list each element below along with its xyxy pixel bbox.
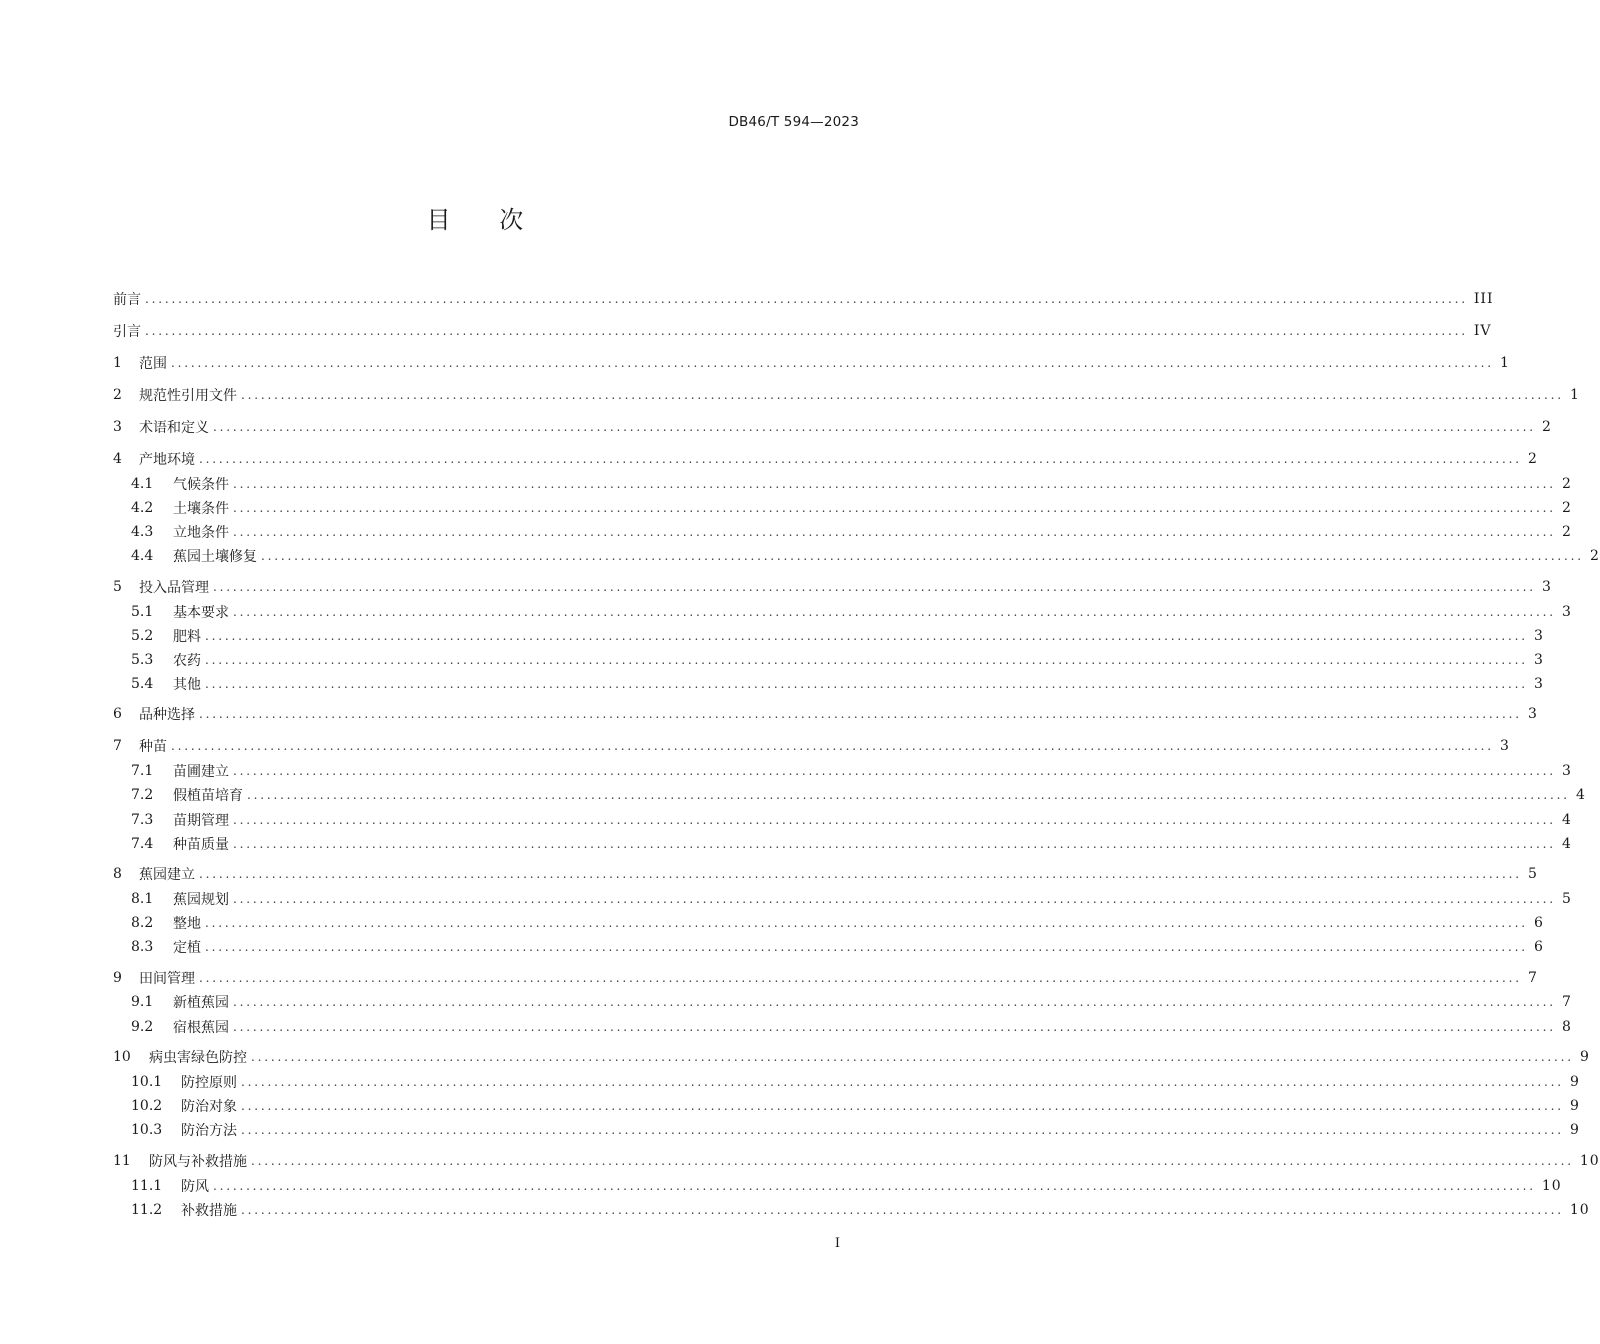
toc-entry-number: 8.1 <box>131 891 154 907</box>
toc-leader-dots: ........................................................................................................................................................................................................ <box>233 1020 1556 1034</box>
toc-leader-dots: ........................................................................................................................................................................................................ <box>205 653 1528 667</box>
toc-leader-dots: ........................................................................................................................................................................................................ <box>233 892 1556 906</box>
toc-entry-page: 10 <box>1569 1202 1590 1218</box>
toc-entry-label: 气候条件 <box>173 477 229 493</box>
toc-entry-label: 引言 <box>113 324 141 340</box>
toc-entry-number: 11 <box>113 1153 131 1169</box>
toc-entry-number: 4.1 <box>131 476 154 492</box>
toc-leader-dots: ........................................................................................................................................................................................................ <box>205 629 1528 643</box>
toc-entry[interactable] <box>131 1200 1590 1220</box>
toc-entry-label: 种苗 <box>139 739 167 755</box>
toc-entry-page: 7 <box>1527 970 1538 986</box>
toc-entry-number: 7.1 <box>131 763 154 779</box>
toc-leader-dots: ........................................................................................................................................................................................................ <box>213 420 1536 434</box>
toc-entry[interactable] <box>131 1072 1580 1092</box>
toc-entry-number: 9.2 <box>131 1019 154 1035</box>
toc-entry[interactable] <box>131 650 1544 670</box>
toc-entry-page: 3 <box>1533 676 1544 692</box>
toc-entry-label: 投入品管理 <box>139 580 209 596</box>
toc-entry-number: 10.1 <box>131 1074 163 1090</box>
toc-entry-page: 8 <box>1561 1019 1572 1035</box>
toc-entry[interactable] <box>131 602 1572 622</box>
toc-entry-label: 防控原则 <box>181 1075 237 1091</box>
toc-entry-number: 10.2 <box>131 1098 163 1114</box>
toc-leader-dots: ........................................................................................................................................................................................................ <box>213 1179 1536 1193</box>
toc-entry-label: 防风与补救措施 <box>149 1154 247 1170</box>
toc-entry[interactable] <box>113 1047 1590 1067</box>
toc-entry-page: 2 <box>1561 476 1572 492</box>
toc-entry[interactable] <box>113 1151 1600 1171</box>
toc-entry-page: 3 <box>1533 652 1544 668</box>
toc-entry-number: 7 <box>113 738 122 754</box>
toc-leader-dots: ........................................................................................................................................................................................................ <box>205 677 1528 691</box>
toc-entry[interactable] <box>131 761 1572 781</box>
toc-leader-dots: ........................................................................................................................................................................................................ <box>241 1075 1564 1089</box>
toc-entry-label: 病虫害绿色防控 <box>149 1050 247 1066</box>
toc-entry-label: 范围 <box>139 356 167 372</box>
toc-entry-label: 土壤条件 <box>173 501 229 517</box>
toc-entry-number: 9 <box>113 970 122 986</box>
toc-entry-number: 7.3 <box>131 812 154 828</box>
toc-leader-dots: ........................................................................................................................................................................................................ <box>233 605 1556 619</box>
toc-entry-number: 4.2 <box>131 500 154 516</box>
toc-leader-dots: ........................................................................................................................................................................................................ <box>233 995 1556 1009</box>
toc-entry[interactable] <box>131 522 1572 542</box>
toc-entry-label: 田间管理 <box>139 971 195 987</box>
toc-leader-dots: ........................................................................................................................................................................................................ <box>241 1123 1564 1137</box>
toc-entry-label: 种苗质量 <box>173 837 229 853</box>
toc-entry-label: 蕉园规划 <box>173 892 229 908</box>
toc-entry-label: 立地条件 <box>173 525 229 541</box>
toc-entry-page: 10 <box>1579 1153 1600 1169</box>
toc-entry-number: 8.2 <box>131 915 154 931</box>
toc-entry[interactable] <box>113 449 1538 469</box>
toc-leader-dots: ........................................................................................................................................................................................................ <box>251 1050 1574 1064</box>
toc-entry-number: 5.1 <box>131 604 154 620</box>
toc-entry[interactable] <box>131 1176 1562 1196</box>
toc-entry-label: 基本要求 <box>173 605 229 621</box>
toc-leader-dots: ........................................................................................................................................................................................................ <box>247 788 1570 802</box>
toc-entry-page: III <box>1473 291 1494 307</box>
toc-entry-page: 4 <box>1561 812 1572 828</box>
toc-entry[interactable] <box>113 385 1580 405</box>
toc-leader-dots: ........................................................................................................................................................................................................ <box>199 867 1522 881</box>
toc-entry-number: 11.1 <box>131 1178 163 1194</box>
toc-entry-label: 苗圃建立 <box>173 764 229 780</box>
toc-entry[interactable] <box>131 1017 1572 1037</box>
toc-entry[interactable] <box>113 353 1510 373</box>
toc-entry[interactable] <box>131 889 1572 909</box>
toc-leader-dots: ........................................................................................................................................................................................................ <box>199 971 1522 985</box>
toc-entry-page: 3 <box>1533 628 1544 644</box>
toc-entry[interactable] <box>131 834 1572 854</box>
toc-entry-label: 肥料 <box>173 629 201 645</box>
toc-entry-page: 2 <box>1527 451 1538 467</box>
toc-entry-label: 前言 <box>113 292 141 308</box>
toc-leader-dots: ........................................................................................................................................................................................................ <box>233 837 1556 851</box>
toc-entry-number: 4.3 <box>131 524 154 540</box>
toc-entry[interactable] <box>131 546 1600 566</box>
toc-leader-dots: ........................................................................................................................................................................................................ <box>233 813 1556 827</box>
toc-leader-dots: ........................................................................................................................................................................................................ <box>205 916 1528 930</box>
toc-entry-number: 2 <box>113 387 122 403</box>
toc-entry-label: 蕉园土壤修复 <box>173 549 257 565</box>
toc-leader-dots: ........................................................................................................................................................................................................ <box>261 549 1584 563</box>
toc-entry-page: 2 <box>1561 500 1572 516</box>
toc-entry-label: 农药 <box>173 653 201 669</box>
toc-entry[interactable] <box>131 474 1572 494</box>
toc-entry-label: 定植 <box>173 940 201 956</box>
toc-entry-number: 8.3 <box>131 939 154 955</box>
toc-entry-number: 9.1 <box>131 994 154 1010</box>
toc-entry-page: 5 <box>1561 891 1572 907</box>
toc-entry-number: 3 <box>113 419 122 435</box>
toc-entry-label: 整地 <box>173 916 201 932</box>
toc-leader-dots: ........................................................................................................................................................................................................ <box>241 1099 1564 1113</box>
toc-leader-dots: ........................................................................................................................................................................................................ <box>199 707 1522 721</box>
toc-entry-number: 7.2 <box>131 787 154 803</box>
toc-entry-number: 11.2 <box>131 1202 163 1218</box>
toc-leader-dots: ........................................................................................................................................................................................................ <box>251 1154 1574 1168</box>
toc-entry-label: 宿根蕉园 <box>173 1020 229 1036</box>
toc-entry-label: 苗期管理 <box>173 813 229 829</box>
toc-entry[interactable] <box>131 785 1586 805</box>
toc-entry-number: 6 <box>113 706 122 722</box>
toc-entry[interactable] <box>113 968 1538 988</box>
toc-entry-page: 9 <box>1579 1049 1590 1065</box>
toc-leader-dots: ........................................................................................................................................................................................................ <box>241 388 1564 402</box>
toc-entry-page: 9 <box>1569 1098 1580 1114</box>
toc-entry[interactable] <box>131 674 1544 694</box>
toc-entry-page: 2 <box>1541 419 1552 435</box>
toc-entry[interactable] <box>131 1120 1580 1140</box>
toc-entry-number: 5 <box>113 579 122 595</box>
toc-entry-page: 3 <box>1527 706 1538 722</box>
toc-leader-dots: ........................................................................................................................................................................................................ <box>205 940 1528 954</box>
toc-entry-page: 1 <box>1569 387 1580 403</box>
toc-entry-label: 假植苗培育 <box>173 788 243 804</box>
toc-entry-label: 防治对象 <box>181 1099 237 1115</box>
toc-entry[interactable] <box>131 810 1572 830</box>
toc-entry-page: 4 <box>1575 787 1586 803</box>
toc-entry-label: 蕉园建立 <box>139 867 195 883</box>
toc-entry-number: 4 <box>113 451 122 467</box>
toc-leader-dots: ........................................................................................................................................................................................................ <box>233 764 1556 778</box>
toc-entry-page: 9 <box>1569 1122 1580 1138</box>
toc-entry[interactable] <box>113 577 1552 597</box>
toc-entry[interactable] <box>113 704 1538 724</box>
toc-entry-page: 1 <box>1499 355 1510 371</box>
toc-entry-label: 产地环境 <box>139 452 195 468</box>
toc-entry-page: 6 <box>1533 915 1544 931</box>
toc-leader-dots: ........................................................................................................................................................................................................ <box>171 739 1494 753</box>
toc-entry[interactable] <box>113 864 1538 884</box>
toc-entry-label: 防治方法 <box>181 1123 237 1139</box>
toc-entry-label: 补救措施 <box>181 1203 237 1219</box>
toc-entry-label: 防风 <box>181 1179 209 1195</box>
page-number: I <box>834 1236 840 1251</box>
toc-entry-number: 7.4 <box>131 836 154 852</box>
standard-code: DB46/T 594—2023 <box>728 114 859 130</box>
toc-entry[interactable] <box>131 498 1572 518</box>
toc-entry[interactable] <box>131 626 1544 646</box>
toc-entry-page: 9 <box>1569 1074 1580 1090</box>
toc-leader-dots: ........................................................................................................................................................................................................ <box>145 292 1468 306</box>
toc-leader-dots: ........................................................................................................................................................................................................ <box>213 580 1536 594</box>
toc-entry[interactable] <box>131 1096 1580 1116</box>
toc-entry[interactable] <box>131 992 1572 1012</box>
toc-entry-number: 5.4 <box>131 676 154 692</box>
toc-leader-dots: ........................................................................................................................................................................................................ <box>241 1203 1564 1217</box>
toc-entry-number: 10 <box>113 1049 131 1065</box>
toc-entry[interactable] <box>113 417 1552 437</box>
toc-entry-page: 3 <box>1499 738 1510 754</box>
toc-entry-page: 6 <box>1533 939 1544 955</box>
toc-entry-page: 3 <box>1561 604 1572 620</box>
toc-entry-label: 新植蕉园 <box>173 995 229 1011</box>
toc-entry-page: 4 <box>1561 836 1572 852</box>
toc-entry[interactable] <box>113 736 1510 756</box>
toc-entry-number: 1 <box>113 355 122 371</box>
toc-entry-label: 规范性引用文件 <box>139 388 237 404</box>
toc-entry-page: 10 <box>1541 1178 1562 1194</box>
toc-entry[interactable] <box>113 289 1494 309</box>
toc-leader-dots: ........................................................................................................................................................................................................ <box>233 477 1556 491</box>
toc-leader-dots: ........................................................................................................................................................................................................ <box>233 501 1556 515</box>
toc-entry-number: 10.3 <box>131 1122 163 1138</box>
toc-entry[interactable] <box>113 321 1492 341</box>
toc-leader-dots: ........................................................................................................................................................................................................ <box>233 525 1556 539</box>
toc-entry-label: 其他 <box>173 677 201 693</box>
toc-entry-number: 4.4 <box>131 548 154 564</box>
toc-entry-page: 5 <box>1527 866 1538 882</box>
toc-entry-page: IV <box>1473 323 1492 339</box>
toc-entry-page: 3 <box>1541 579 1552 595</box>
toc-entry-page: 7 <box>1561 994 1572 1010</box>
page-title: 目 次 <box>426 206 524 234</box>
toc-entry-number: 5.3 <box>131 652 154 668</box>
toc-entry[interactable] <box>131 913 1544 933</box>
toc-entry-page: 2 <box>1561 524 1572 540</box>
toc-entry-page: 3 <box>1561 763 1572 779</box>
toc-entry-number: 8 <box>113 866 122 882</box>
toc-leader-dots: ........................................................................................................................................................................................................ <box>145 324 1468 338</box>
toc-entry-number: 5.2 <box>131 628 154 644</box>
toc-entry[interactable] <box>131 937 1544 957</box>
toc-entry-label: 品种选择 <box>139 707 195 723</box>
toc-entry-page: 2 <box>1589 548 1600 564</box>
toc-entry-label: 术语和定义 <box>139 420 209 436</box>
toc-leader-dots: ........................................................................................................................................................................................................ <box>171 356 1494 370</box>
toc-leader-dots: ........................................................................................................................................................................................................ <box>199 452 1522 466</box>
